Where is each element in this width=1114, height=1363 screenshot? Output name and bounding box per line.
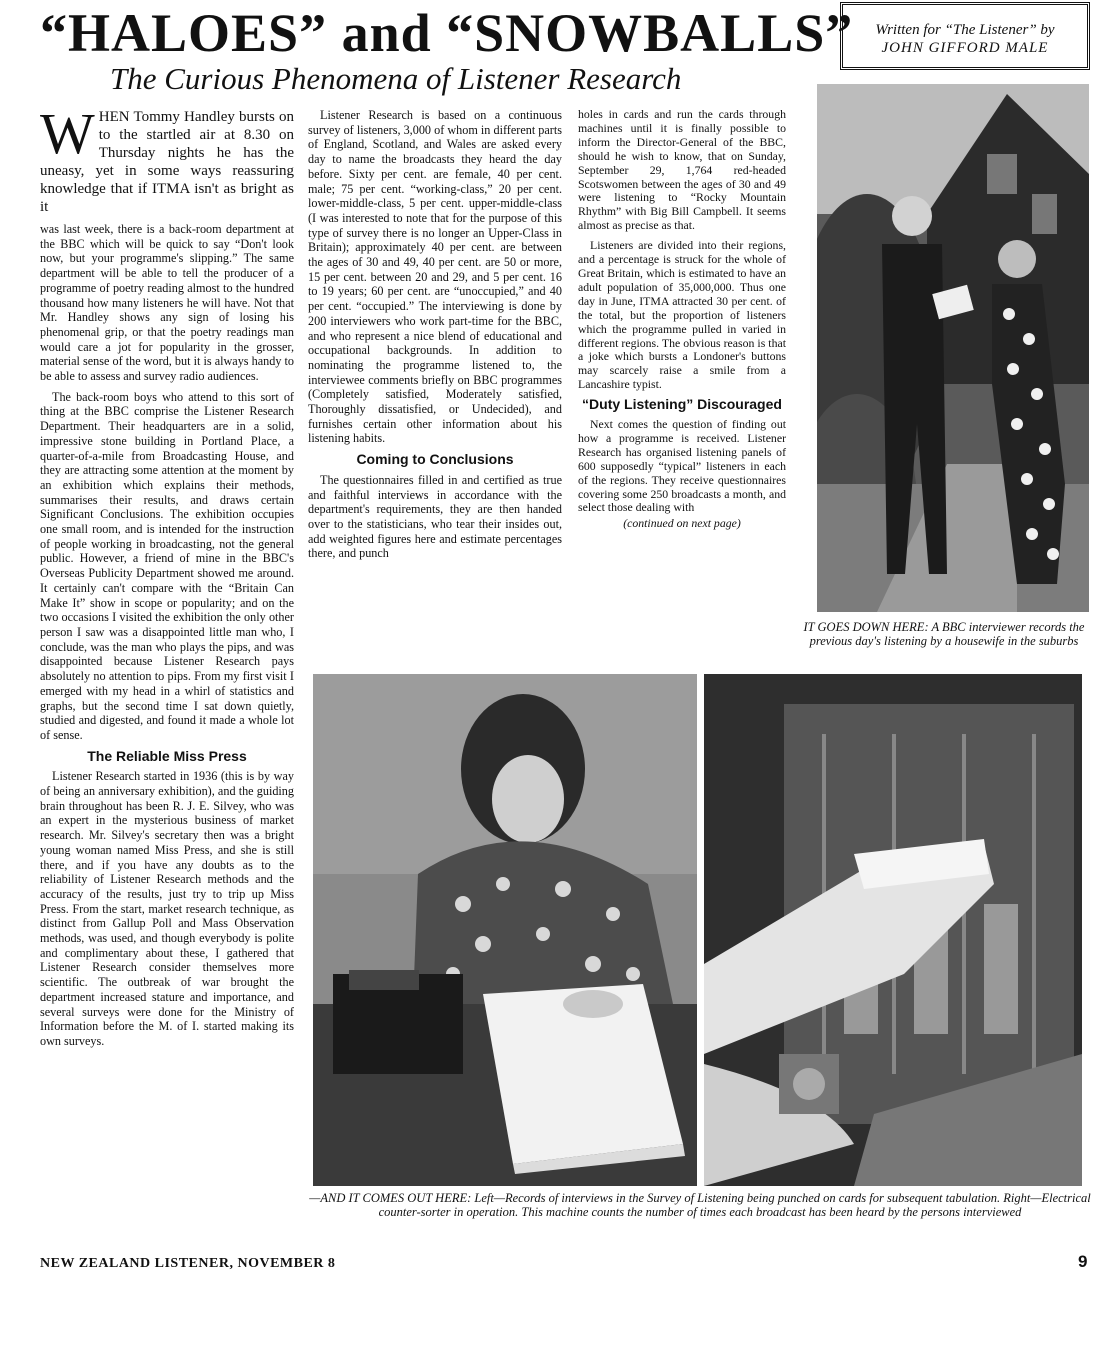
lead-text: HEN Tommy Handley bursts on to the startled air at 8.30 on Thursday nights he has the uneasy, yet in some ways reassuring knowledge that if ITMA isn't as bright as it xyxy=(40,109,294,215)
headline: “HALOES” and “SNOWBALLS” xyxy=(40,3,854,63)
footer-publication: NEW ZEALAND LISTENER, NOVEMBER 8 xyxy=(40,1256,336,1271)
paragraph: Listener Research is based on a continuous survey of listeners, 3,000 of whom in different parts of England, Scotland, and Wales are asked every day to name the broadcasts they heard the day before. Sixty per cent. are female, 40 per cent. male; 75 per cent. “working-class,” 20 per cent. lower-middle-class, 5 per cent. upper-middle-class (I was interested to note that for the purpose of this type of survey there is no longer an Upper-Class in Britain); approximately 40 per cent. are between the ages of 30 and 49, 40 per cent. are 50 or more, 15 per cent. between 20 and 29, and 5 per cent. 16 to 19 years; 60 per cent. are “unoccupied,” and 40 per cent. “occupied.” The interviewing is done by 200 interviewers who work part-time for the BBC, and who represent a nice blend of educational and occupational backgrounds. In addition to nominating the programme listened to, the interviewee comments briefly on BBC programmes (Completely satisfied, Moderately satisfied, Thoroughly dissatisfied, or Undecided), and furnishes certain other information about his listening habits. xyxy=(308,108,562,446)
article-column-1 xyxy=(40,101,294,1055)
section-subhead: Coming to Conclusions xyxy=(356,451,514,468)
photo-counter-sorter-illustration xyxy=(704,674,1082,1186)
drop-cap: W xyxy=(40,101,95,166)
lead-paragraph xyxy=(40,101,294,216)
photo-counter-sorter xyxy=(704,674,1082,1186)
paragraph: was last week, there is a back-room department at the BBC which will be quick to say “Don't look now, but your programme's slipping.” The same department will be able to tell the producer of a programme of poetry reading almost to the hundred thousand how many listeners he will have. Not that Mr. Handley shows any sign of losing his phenomenal grip, or that the poetry readings man would care a jot for popularity in the grosser, material sense of the word, but it is always handy to be able to assess and survey radio audiences. xyxy=(40,222,294,384)
caption-bottom-photos: —AND IT COMES OUT HERE: Left—Records of interviews in the Survey of Listening being punched on cards for subsequent tabulation. Right—Electrical counter-sorter in operation. This machine counts the number of times each broadcast has been heard by the persons interviewed xyxy=(309,1191,1091,1219)
page-number: 9 xyxy=(1078,1252,1088,1271)
byline-box xyxy=(840,2,1090,70)
photo-card-punching xyxy=(313,674,697,1186)
continued-note: (continued on next page) xyxy=(623,516,741,531)
paragraph: Next comes the question of finding out how a programme is received. Listener Research has organised listening panels of 600 supposedly “typical” listeners in each of the regions. They receive questionnaires covering some 250 broadcasts a month, and select those dealing with xyxy=(578,417,786,515)
byline-author: JOHN GIFFORD MALE xyxy=(881,40,1049,56)
photo-interviewer-illustration xyxy=(817,84,1089,612)
section-subhead: “Duty Listening” Discouraged xyxy=(582,396,782,413)
subheadline: The Curious Phenomena of Listener Research xyxy=(110,61,682,96)
article-column-3 xyxy=(578,108,786,537)
paragraph: The questionnaires filled in and certified as true and faithful interviews in accordance with the department's requirements, they are then handed over to the statisticians, who tear their insides out, add weighted figures here and estimate percentages there, and punch xyxy=(308,472,562,561)
byline-line1: Written for “The Listener” by xyxy=(875,22,1055,38)
paragraph: Listeners are divided into their regions, and a percentage is struck for the whole of Great Britain, which is estimated to have an adult population of 35,000,000. Thus one day in June, ITMA attracted 30 per cent. of the total, but the proportion of listeners which the programme pulled in varied in different regions. The obvious reason is that a joke which bursts a Londoner's buttons may scarcely raise a smile from a Lancashire typist. xyxy=(578,238,786,392)
photo-interviewer xyxy=(817,84,1089,612)
article-column-2 xyxy=(308,108,562,567)
photo-card-punching-illustration xyxy=(313,674,697,1186)
paragraph: The back-room boys who attend to this sort of thing at the BBC comprise the Listener Research Department. Their headquarters are in a solid, impressive stone building in Portland Place, a quarter-of-a-mile from Broadcasting House, and they are attracting some attention at the moment by an exhibition which explains their methods, summarises their results, and draws certain Significant Conclusions. The exhibition occupies one small room, and is intended for the instruction of people working in broadcasting, not the general public. However, a friend of mine in the BBC's Overseas Publicity Department showed me around. It certainly can't compare with the “Britain Can Make It” show in scope or popularity; and on the two occasions I visited the exhibition the only other person I saw was a disappointed little man who, I conclude, was the man who plays the pips, and was disappointed because Listener Research pays absolutely no attention to pips. From my first visit I emerged with my head in a whirl of statistics and graphs, but the second time I sat down quietly, studied and digested, and found it made a whole lot of sense. xyxy=(40,389,294,742)
caption-top-photo: IT GOES DOWN HERE: A BBC interviewer records the previous day's listening by a housewife in the suburbs xyxy=(803,620,1085,648)
section-subhead: The Reliable Miss Press xyxy=(87,747,247,764)
paragraph: holes in cards and run the cards through machines until it is finally possible to inform the Director-General of the BBC, should he wish to know, that on Sunday, September 29, 1,764 red-headed Scotswomen between the ages of 30 and 49 were listening to “Rocky Mountain Rhythm” with Big Bill Campbell. It seems almost as precise as that. xyxy=(578,107,786,233)
paragraph: Listener Research started in 1936 (this is by way of being an anniversary exhibition), and the guiding brain throughout has been R. J. E. Silvey, who was an expert in the mysterious business of market research. Mr. Silvey's secretary then was a bright young woman named Miss Press, and she is still there, and if you have any doubts as to the reliability of Listener Research methods and the accuracy of the results, just try to trip up Miss Press. From the start, market research technique, as distinct from Gallup Poll and Mass Observation methods, was used, and though everybody is polite and complimentary about these, I gathered that Listener Research consider themselves more scientific. The outbreak of war brought the department increased stature and importance, and several surveys were done for the Ministry of Information before the M. of I. started making its own surveys. xyxy=(40,769,294,1048)
